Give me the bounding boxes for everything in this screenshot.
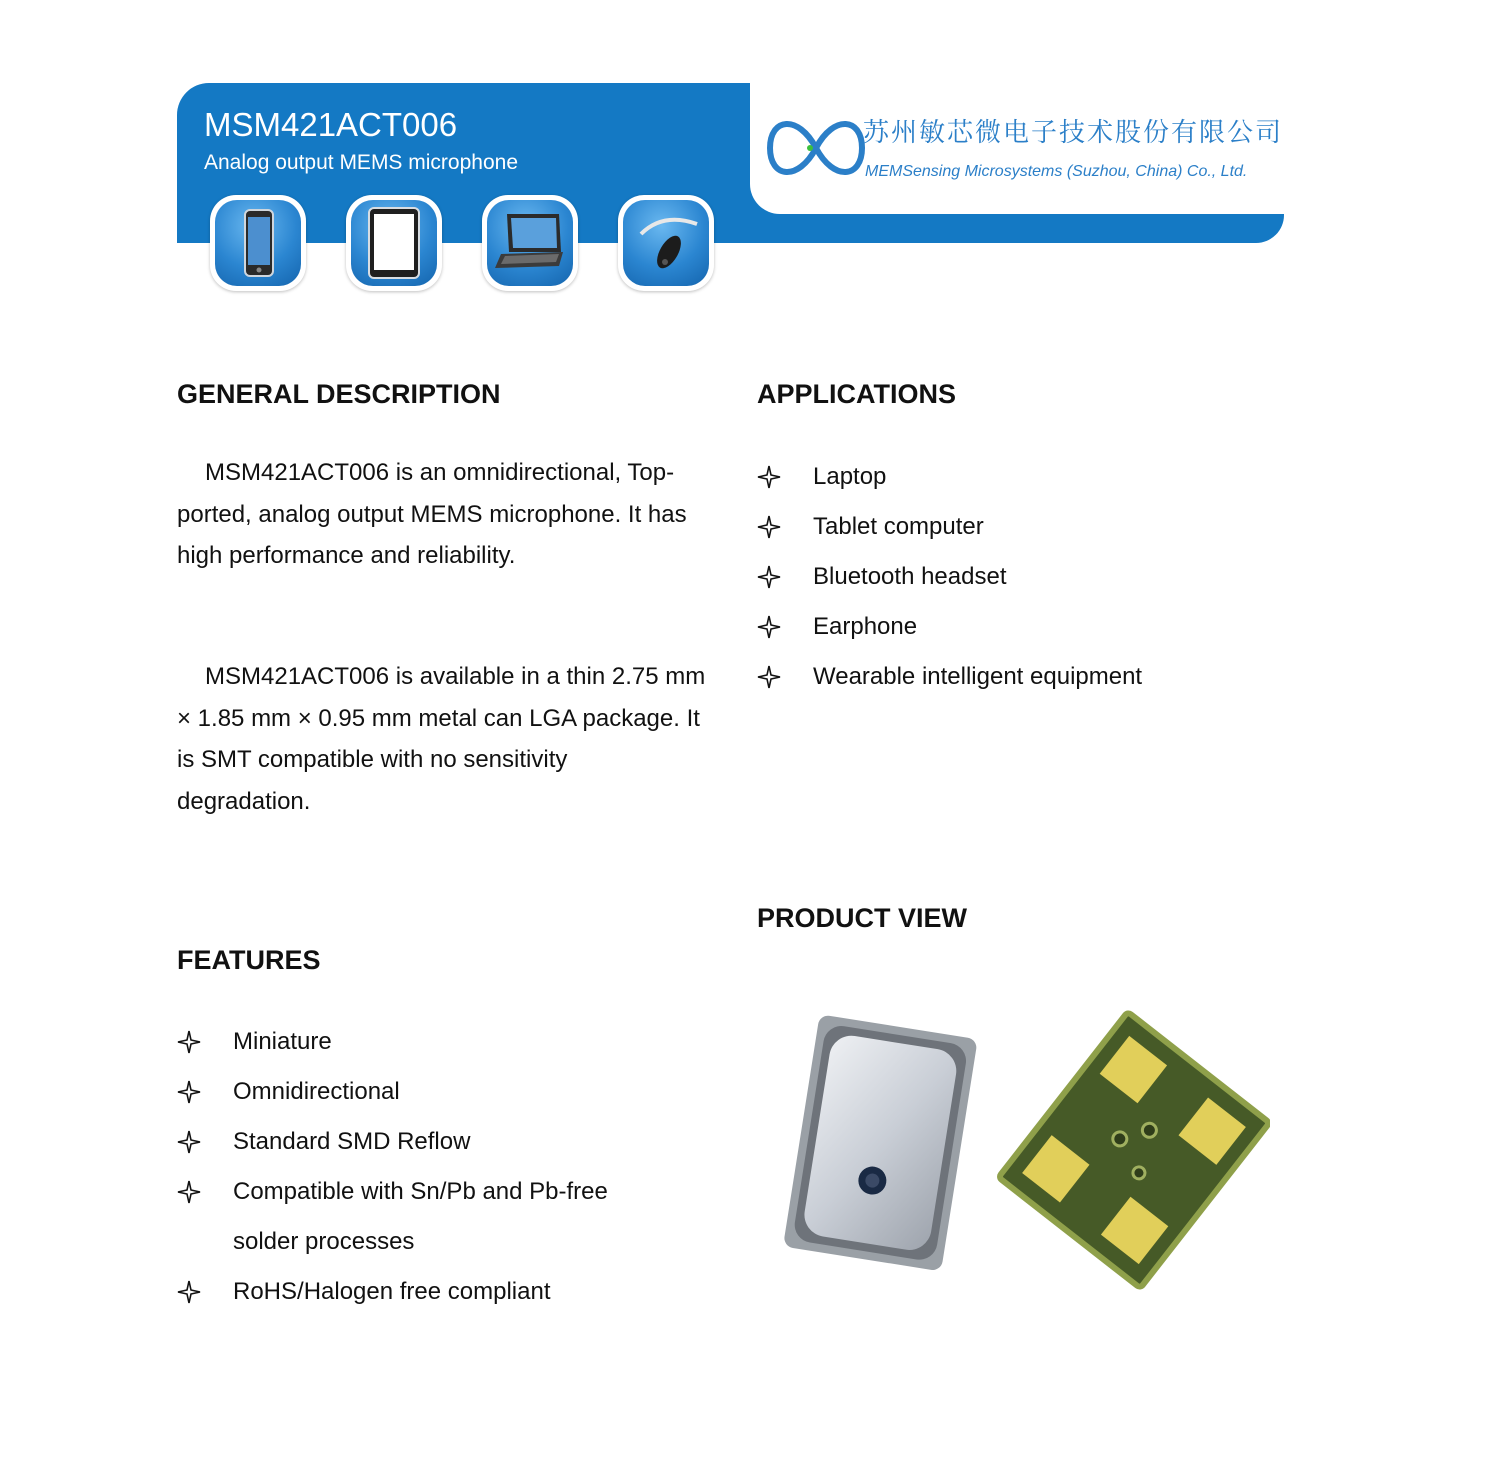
company-name-chinese: 苏州敏芯微电子技术股份有限公司 <box>863 118 1284 148</box>
applications-heading: APPLICATIONS <box>757 379 957 409</box>
list-item: Wearable intelligent equipment <box>757 652 1357 702</box>
company-name-english: MEMSensing Microsystems (Suzhou, China) Co., Ltd. <box>865 163 1248 180</box>
header-banner <box>177 83 1284 243</box>
product-view-heading: PRODUCT VIEW <box>757 903 968 933</box>
four-point-star-icon <box>757 465 781 489</box>
list-item: Laptop <box>757 452 1357 502</box>
product-subtitle: Analog output MEMS microphone <box>204 151 519 174</box>
smartphone-icon <box>210 195 306 291</box>
applications-list <box>757 452 1357 702</box>
general-description-heading: GENERAL DESCRIPTION <box>177 379 501 409</box>
four-point-star-icon <box>177 1030 201 1054</box>
description-paragraph-2 <box>177 656 707 822</box>
description-paragraph-1 <box>177 452 707 577</box>
product-view-image <box>760 1005 1270 1295</box>
description-text-2: MSM421ACT006 is available in a thin 2.75 mm × 1.85 mm × 0.95 mm metal can LGA package. It is SMT compatible with no sensitivity degradation. <box>177 663 706 815</box>
memsensing-logo-icon <box>764 108 868 188</box>
four-point-star-icon <box>177 1130 201 1154</box>
product-title: MSM421ACT006 <box>204 106 458 143</box>
microphone-bottom-view <box>998 1012 1269 1288</box>
list-item: Omnidirectional <box>177 1067 657 1117</box>
bluetooth-headset-icon <box>618 195 714 291</box>
list-item: Compatible with Sn/Pb and Pb-free solder processes <box>177 1167 657 1267</box>
features-heading: FEATURES <box>177 945 321 975</box>
list-item: Standard SMD Reflow <box>177 1117 657 1167</box>
four-point-star-icon <box>757 515 781 539</box>
four-point-star-icon <box>177 1280 201 1304</box>
four-point-star-icon <box>757 615 781 639</box>
tablet-icon <box>346 195 442 291</box>
description-text-1: MSM421ACT006 is an omnidirectional, Top-ported, analog output MEMS microphone. It has high performance and reliability. <box>177 459 687 569</box>
four-point-star-icon <box>757 565 781 589</box>
four-point-star-icon <box>177 1180 201 1204</box>
list-item: RoHS/Halogen free compliant <box>177 1267 657 1317</box>
list-item: Tablet computer <box>757 502 1357 552</box>
four-point-star-icon <box>757 665 781 689</box>
microphone-top-view <box>783 1014 978 1271</box>
list-item: Miniature <box>177 1017 657 1067</box>
list-item: Earphone <box>757 602 1357 652</box>
laptop-icon <box>482 195 578 291</box>
four-point-star-icon <box>177 1080 201 1104</box>
list-item: Bluetooth headset <box>757 552 1357 602</box>
features-list <box>177 1017 657 1317</box>
